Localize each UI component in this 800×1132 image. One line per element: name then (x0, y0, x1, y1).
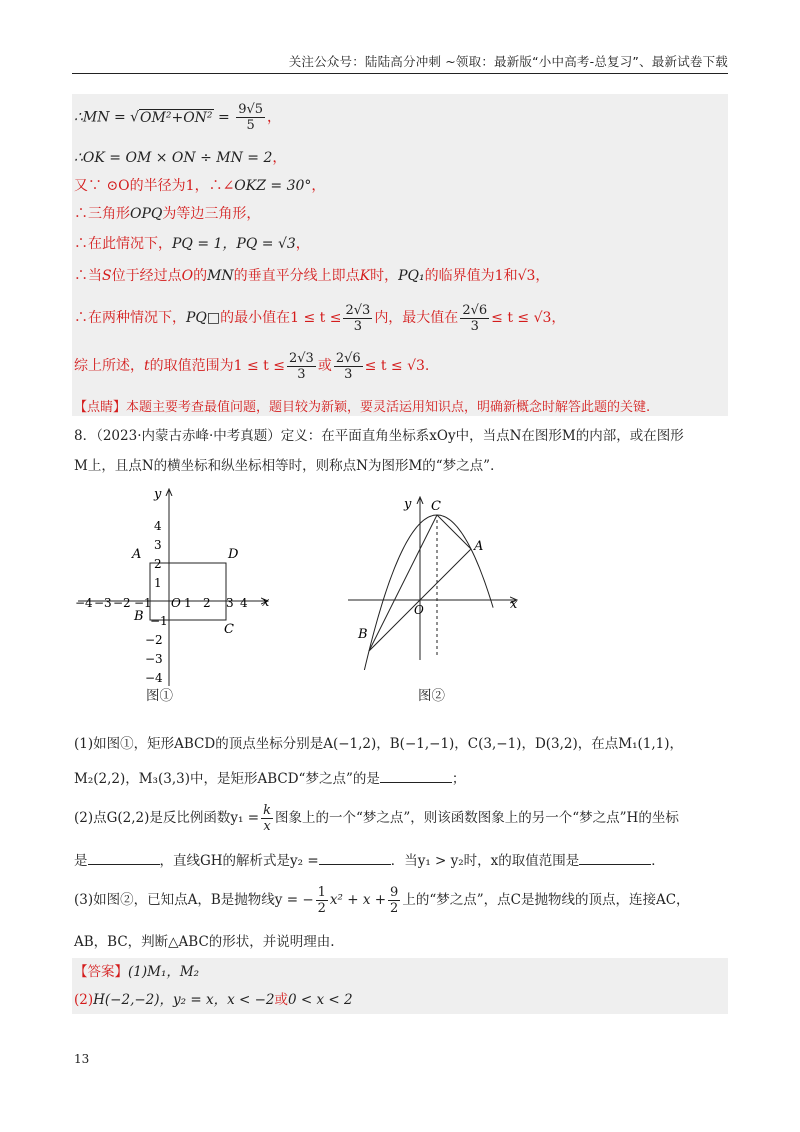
fig2-point-b: B (358, 627, 368, 642)
solution-comment: 【点睛】本题主要考查最值问题，题目较为新颖，要灵活运用知识点，明确新概念时解答此题的关键. (74, 400, 651, 415)
fig1-point-b: B (134, 609, 144, 624)
fig2-segment-ac (437, 515, 471, 549)
fig1-xtick: 4 (240, 596, 248, 610)
solution-line-8: 综上所述，t的取值范围为1 ≤ t ≤ $\frac{2√3}{3}$ 或 $\frac{2√6}{3}$ ≤ t ≤ √3. (74, 350, 430, 382)
question-1b: M₂(2,2)，M₃(3,3)中，是矩形ABCD“梦之点”的是 ； (74, 768, 465, 789)
fig2-point-a: A (474, 539, 484, 554)
fig2-segment-bc (369, 515, 437, 651)
fig1-y-label: y (154, 487, 162, 502)
fig1-rectangle (150, 563, 226, 620)
solution-line-1: ∴MN = √OM²+ON² = $\frac{9√5}{5}$ ， (74, 102, 282, 133)
fig1-xtick: 2 (203, 596, 211, 610)
fig1-xtick: 1 (184, 596, 192, 610)
solution-line-7: ∴在两种情况下，PQ□的最小值在1 ≤ t ≤ $\frac{2√3}{3}$ 内，最大值在 $\frac{2√6}{3}$ ≤ t ≤ √3， (74, 302, 566, 334)
header-rule (72, 73, 728, 74)
blank-1[interactable] (380, 768, 452, 783)
figure-2 (340, 490, 530, 670)
solution-line-2: ∴OK = OM × ON ÷ MN = 2， (74, 150, 287, 166)
fig1-caption: 图① (146, 688, 173, 704)
fig2-origin: O (414, 603, 424, 617)
solution-line-3: 又∵ ⊙O的半径为1，∴∠OKZ = 30°， (74, 178, 326, 194)
fig1-ytick: −1 (150, 614, 168, 628)
fig1-xtick: 3 (226, 596, 234, 610)
fig1-xtick: −2 (113, 596, 131, 610)
fig1-x-label: x (262, 595, 270, 610)
blank-3[interactable] (319, 850, 391, 865)
question-3b: AB，BC，判断△ABC的形状，并说明理由. (74, 934, 335, 950)
fig1-point-c: C (224, 622, 234, 637)
fig2-caption: 图② (418, 688, 445, 704)
fig1-point-d: D (228, 547, 239, 562)
question-3a: (3)如图②，已知点A，B是抛物线y = − $\frac{1}{2}$ x² + x + $\frac{9}{2}$ 上的“梦之点”，点C是抛物线的顶点，连接AC， (74, 885, 690, 916)
solution-line-6: ∴当S位于经过点O的MN的垂直平分线上即点K时，PQ₁的临界值为1和√3， (74, 268, 550, 284)
solution-line-4: ∴三角形OPQ为等边三角形， (74, 206, 261, 222)
figure-1 (72, 486, 282, 706)
fig1-ytick: −2 (145, 633, 163, 647)
fig2-y-label: y (404, 497, 412, 512)
fig1-ytick: −3 (145, 652, 163, 666)
fig1-point-a: A (132, 547, 142, 562)
fig1-xtick: −3 (94, 596, 112, 610)
fig2-point-c: C (431, 499, 441, 514)
fig1-origin: O (171, 596, 181, 610)
problem-intro-1: 8．（2023·内蒙古赤峰·中考真题）定义：在平面直角坐标系xOy中，当点N在图形M的内部，或在图形 (74, 428, 684, 444)
page-number: 13 (74, 1052, 90, 1066)
fig1-ytick: 4 (154, 519, 162, 533)
blank-4[interactable] (579, 850, 651, 865)
fig1-ytick: 3 (154, 538, 162, 552)
page-header: 关注公众号：陆陆高分冲刺 ~领取：最新版“小中高考-总复习”、最新试卷下载 (288, 54, 728, 69)
question-2a: (2)点G(2,2)是反比例函数y₁ = $\frac{k}{x}$ 图象上的一个“梦之点”，则该函数图象上的另一个“梦之点”H的坐标 (74, 803, 679, 834)
answer-line-1: 【答案】(1)M₁，M₂ (74, 964, 200, 980)
fig1-ytick: 1 (154, 576, 162, 590)
question-1a: (1)如图①，矩形ABCD的顶点坐标分别是A(−1,2)，B(−1,−1)，C(3,−1)，D(3,2)，在点M₁(1,1)， (74, 736, 684, 752)
fig1-xtick: −4 (75, 596, 93, 610)
fig2-x-label: x (510, 597, 518, 612)
blank-2[interactable] (88, 850, 160, 865)
fig1-ytick: 2 (154, 557, 162, 571)
fig1-ytick: −4 (145, 671, 163, 685)
fig1-xtick: −1 (134, 596, 152, 610)
question-2b: 是 ，直线GH的解析式是y₂ = ．当y₁ > y₂时，x的取值范围是 ． (74, 850, 665, 871)
solution-line-5: ∴在此情况下，PQ = 1，PQ = √3， (74, 236, 310, 252)
problem-intro-2: M上，且点N的横坐标和纵坐标相等时，则称点N为图形M的“梦之点”． (74, 458, 504, 474)
answer-line-2: (2)H(−2,−2)，y₂ = x，x < −2或0 < x < 2 (74, 992, 353, 1008)
